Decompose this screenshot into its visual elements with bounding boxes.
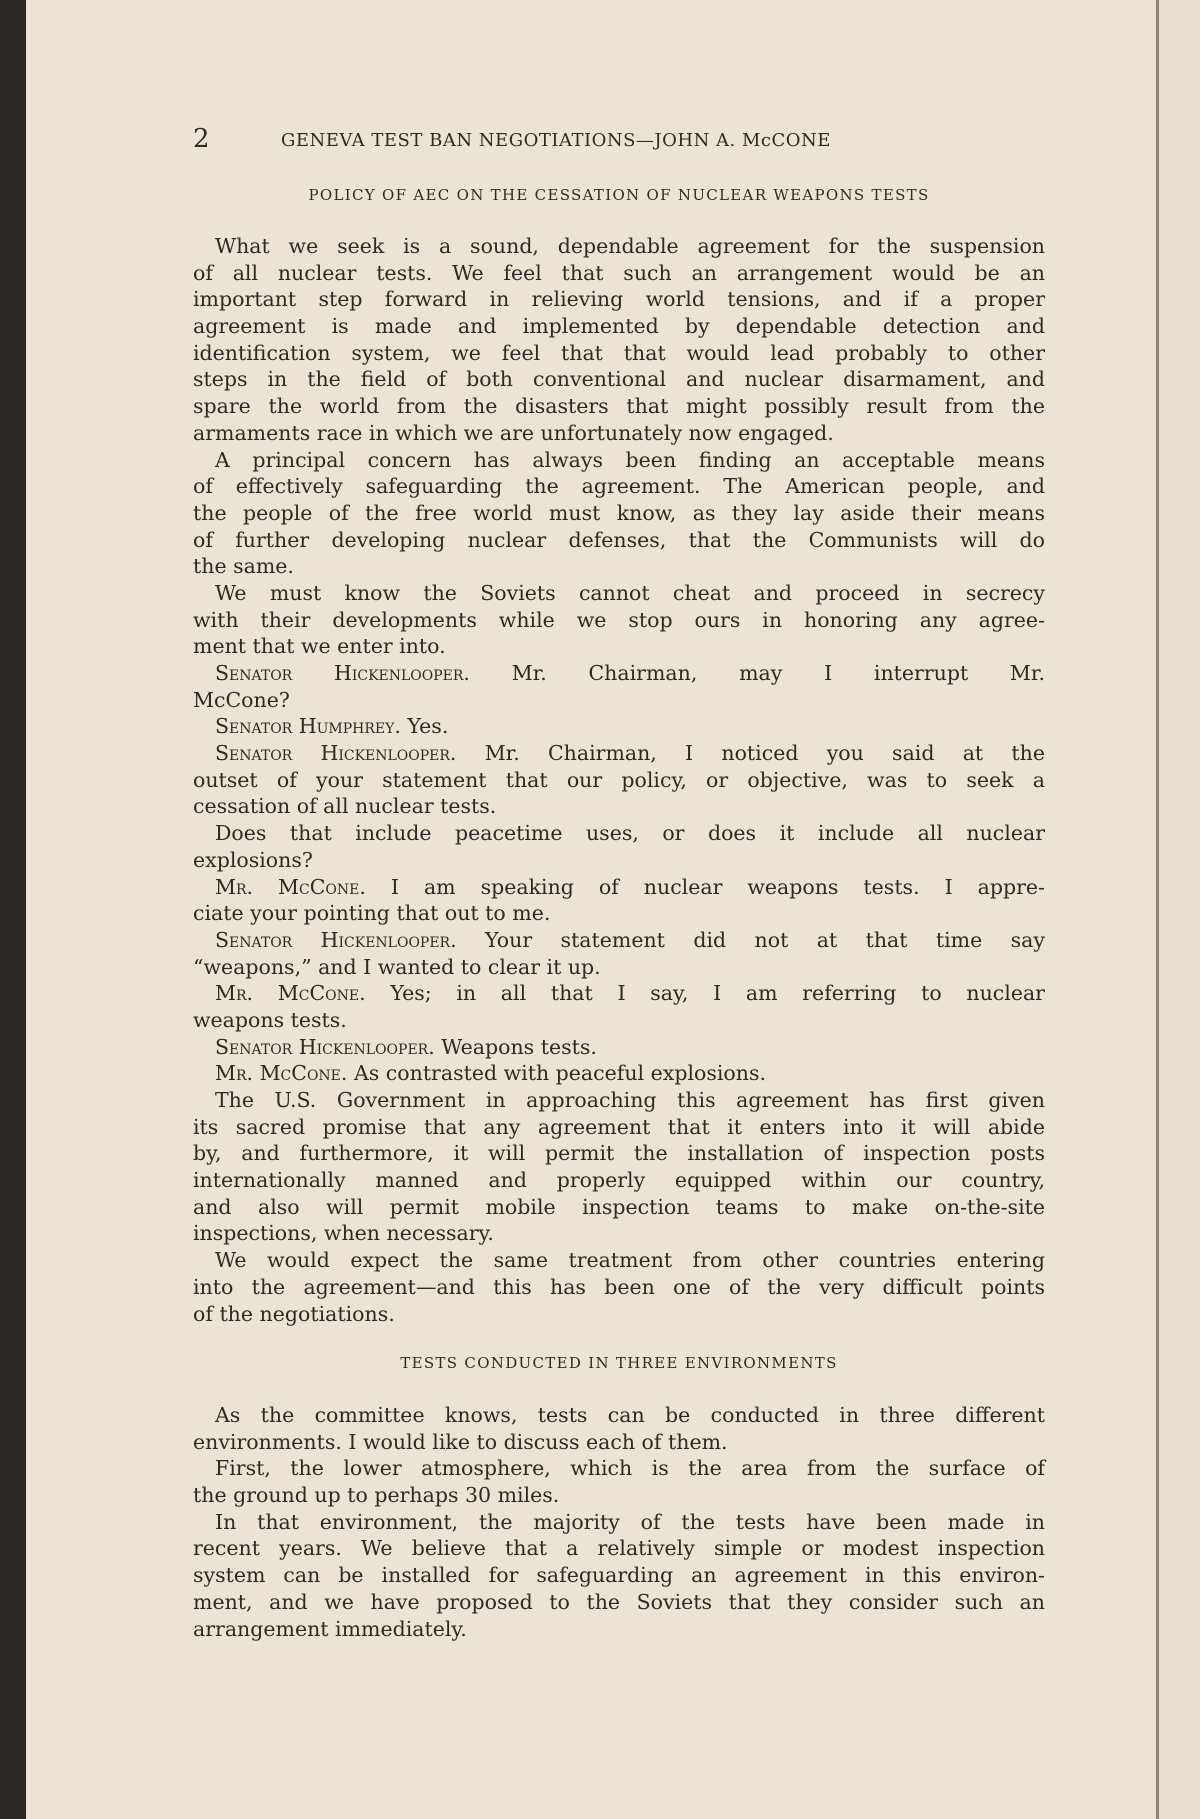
text-line: [193, 1589, 1045, 1616]
text-line: [193, 1616, 1045, 1643]
paragraph: [193, 820, 1045, 873]
line-text: Does that include peacetime uses, or does it include all nuclear: [215, 821, 1045, 846]
speaker-paragraph: [193, 980, 1045, 1033]
text-line: [193, 793, 1045, 820]
text-line: [193, 1562, 1045, 1589]
text-line: [193, 473, 1045, 500]
header-title: GENEVA TEST BAN NEGOTIATIONS—JOHN A. McCONE: [281, 130, 831, 151]
paragraph: [193, 1509, 1045, 1642]
speaker-paragraph: [193, 1060, 1045, 1087]
paragraph: [193, 580, 1045, 660]
section-heading-environments: TESTS CONDUCTED IN THREE ENVIRONMENTS: [400, 1354, 838, 1372]
line-text: the ground up to perhaps 30 miles.: [193, 1483, 560, 1508]
line-text: environments. I would like to discuss each of them.: [193, 1429, 728, 1454]
speaker-name: Mr. McCone.: [215, 981, 366, 1006]
line-text: steps in the field of both conventional and nuclear disarmament, and: [193, 367, 1045, 392]
line-text: “weapons,” and I wanted to clear it up.: [193, 954, 601, 979]
text-line: [193, 1220, 1045, 1247]
text-line: [193, 580, 1045, 607]
line-text: internationally manned and properly equipped within our country,: [193, 1168, 1045, 1193]
line-text: First, the lower atmosphere, which is the area from the surface of: [215, 1456, 1045, 1481]
line-text: of further developing nuclear defenses, that the Communists will do: [193, 527, 1045, 552]
speaker-name: Senator Hickenlooper.: [215, 1034, 435, 1059]
text-line: [193, 1247, 1045, 1274]
text-line: [193, 847, 1045, 874]
line-text: Mr. Chairman, may I interrupt Mr.: [511, 661, 1045, 685]
speaker-name: Senator Hickenlooper.: [215, 927, 457, 952]
speaker-paragraph: [193, 740, 1045, 820]
line-text: and also will permit mobile inspection teams to make on-the-site: [193, 1194, 1045, 1219]
paragraph: [193, 1455, 1045, 1508]
paragraph: [193, 1247, 1045, 1327]
text-line: [193, 393, 1045, 420]
line-text: Yes.: [407, 714, 449, 739]
text-line: [193, 1087, 1045, 1114]
speaker-paragraph: [193, 1034, 1045, 1061]
text-line: [193, 1167, 1045, 1194]
text-line: [193, 233, 1045, 260]
text-line: [193, 260, 1045, 287]
line-text: We would expect the same treatment from other countries entering: [215, 1248, 1045, 1273]
speaker-paragraph: [193, 927, 1045, 980]
text-line: [193, 366, 1045, 393]
paragraph: [193, 1402, 1045, 1455]
line-text: armaments race in which we are unfortunately now engaged.: [193, 420, 834, 445]
paragraph: [193, 447, 1045, 580]
line-text: As the committee knows, tests can be conducted in three different: [215, 1403, 1045, 1427]
line-text: A principal concern has always been finding an acceptable means: [215, 447, 1045, 472]
text-line: [193, 527, 1045, 554]
line-text: arrangement immediately.: [193, 1616, 467, 1641]
text-line: [193, 820, 1045, 847]
text-line: [193, 1060, 1045, 1087]
speaker-paragraph: [193, 874, 1045, 927]
text-line: [193, 1034, 1045, 1061]
text-line: [193, 713, 1045, 740]
text-line: [193, 1402, 1045, 1429]
line-text: identification system, we feel that that would lead probably to other: [193, 340, 1045, 365]
line-text: ment, and we have proposed to the Soviets that they consider such an: [193, 1589, 1045, 1614]
text-line: [193, 927, 1045, 954]
adjacent-page: [1159, 0, 1200, 1819]
line-text: of all nuclear tests. We feel that such an arrangement would be an: [193, 260, 1045, 285]
text-line: [193, 313, 1045, 340]
text-line: [193, 1482, 1045, 1509]
line-text: What we seek is a sound, dependable agreement for the suspension: [215, 234, 1045, 258]
speaker-name: Mr. McCone.: [215, 874, 366, 899]
line-text: the people of the free world must know, as they lay aside their means: [193, 500, 1045, 525]
line-text: spare the world from the disasters that might possibly result from the: [193, 394, 1045, 419]
text-line: [193, 633, 1045, 660]
text-line: [193, 340, 1045, 367]
text-line: [193, 1274, 1045, 1301]
line-text: In that environment, the majority of the tests have been made in: [215, 1509, 1045, 1534]
speaker-name: Senator Hickenlooper.: [215, 741, 457, 766]
line-text: the same.: [193, 554, 294, 579]
line-text: weapons tests.: [193, 1007, 347, 1032]
line-text: Your statement did not at that time say: [485, 927, 1045, 952]
line-text: into the agreement—and this has been one of the very difficult points: [193, 1274, 1045, 1299]
text-line: [193, 767, 1045, 794]
line-text: of the negotiations.: [193, 1301, 395, 1326]
line-text: Yes; in all that I say, I am referring to nuclear: [390, 981, 1045, 1006]
speaker-name: Mr. McCone.: [215, 1061, 348, 1086]
speaker-paragraph: [193, 713, 1045, 740]
text-line: [193, 1429, 1045, 1456]
text-line: [193, 740, 1045, 767]
text-line: [193, 286, 1045, 313]
line-text: its sacred promise that any agreement that it enters into it will abide: [193, 1114, 1045, 1139]
text-line: [193, 500, 1045, 527]
text-line: [193, 900, 1045, 927]
line-text: cessation of all nuclear tests.: [193, 794, 497, 819]
text-line: [193, 1194, 1045, 1221]
line-text: ciate your pointing that out to me.: [193, 901, 551, 926]
paragraph: [193, 1087, 1045, 1247]
text-line: [193, 1455, 1045, 1482]
line-text: with their developments while we stop ours in honoring any agree-: [193, 607, 1045, 632]
line-text: explosions?: [193, 847, 313, 872]
line-text: Weapons tests.: [441, 1034, 597, 1059]
line-text: system can be installed for safeguarding an agreement in this environ-: [193, 1563, 1045, 1588]
section-heading-policy: POLICY OF AEC ON THE CESSATION OF NUCLEAR WEAPONS TESTS: [308, 186, 930, 204]
text-line: [193, 420, 1045, 447]
page-number: 2: [193, 124, 211, 154]
line-text: ment that we enter into.: [193, 634, 446, 659]
line-text: of effectively safeguarding the agreement. The American people, and: [193, 474, 1045, 499]
line-text: agreement is made and implemented by dependable detection and: [193, 314, 1045, 339]
text-line: [193, 980, 1045, 1007]
text-line: [193, 874, 1045, 901]
section-body-environments: [193, 1402, 1045, 1642]
line-text: inspections, when necessary.: [193, 1221, 494, 1246]
text-line: [193, 1535, 1045, 1562]
text-line: [193, 954, 1045, 981]
text-line: [193, 1301, 1045, 1328]
line-text: We must know the Soviets cannot cheat and proceed in secrecy: [215, 580, 1045, 605]
text-line: [193, 1509, 1045, 1536]
text-line: [193, 687, 1045, 714]
line-text: I am speaking of nuclear weapons tests. I appre-: [390, 874, 1045, 899]
text-line: [193, 660, 1045, 687]
text-line: [193, 553, 1045, 580]
line-text: The U.S. Government in approaching this agreement has first given: [215, 1088, 1045, 1112]
line-text: recent years. We believe that a relatively simple or modest inspection: [193, 1536, 1045, 1561]
text-line: [193, 1007, 1045, 1034]
speaker-name: Senator Humphrey.: [215, 714, 401, 739]
line-text: important step forward in relieving world tensions, and if a proper: [193, 287, 1045, 312]
line-text: outset of your statement that our policy, or objective, was to seek a: [193, 767, 1045, 792]
speaker-paragraph: [193, 660, 1045, 713]
text-line: [193, 1114, 1045, 1141]
line-text: McCone?: [193, 687, 290, 712]
text-line: [193, 607, 1045, 634]
line-text: by, and furthermore, it will permit the installation of inspection posts: [193, 1141, 1045, 1166]
text-line: [193, 1140, 1045, 1167]
running-header: [193, 124, 1053, 158]
speaker-name: Senator Hickenlooper.: [215, 661, 470, 685]
paragraph: [193, 233, 1045, 447]
line-text: As contrasted with peaceful explosions.: [353, 1061, 766, 1086]
section-body-policy: [193, 233, 1045, 1327]
line-text: Mr. Chairman, I noticed you said at the: [484, 741, 1045, 766]
text-line: [193, 447, 1045, 474]
